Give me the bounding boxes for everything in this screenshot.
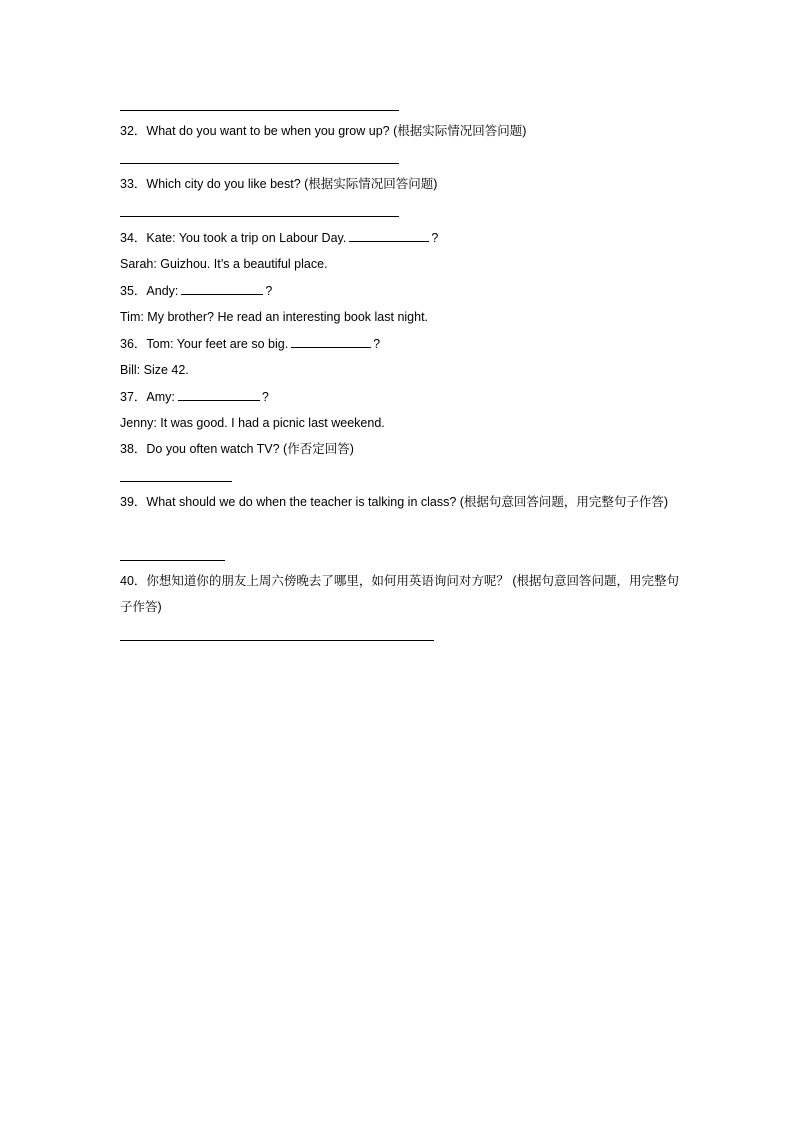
dialogue-prompt: Amy: [146,390,175,404]
fill-blank[interactable] [349,229,429,242]
question-mark: ? [261,390,269,404]
question-34 [120,229,438,246]
question-mark: ? [265,284,273,298]
question-number: 37． [120,390,147,404]
question-number: 40． [120,574,147,588]
question-text: What should we do when the teacher is talking in class? (根据句意回答问题，用完整句子作答) [146,495,669,509]
dialogue-reply: Bill: Size 42. [120,363,189,377]
dialogue-reply: Tim: My brother? He read an interesting book last night. [120,310,429,324]
question-40 [120,568,680,620]
question-mark: ? [431,231,439,245]
question-text: What do you want to be when you grow up? (根据实际情况回答问题) [146,124,527,138]
answer-line[interactable] [120,216,399,217]
question-number: 35． [120,284,147,298]
question-text: 你想知道你的朋友上周六傍晚去了哪里，如何用英语询问对方呢？ (根据句意回答问题，用完整句子作答) [120,574,680,614]
dialogue-prompt: Andy: [146,284,179,298]
dialogue-prompt: Kate: You took a trip on Labour Day. [146,231,347,245]
fill-blank[interactable] [178,388,260,401]
dialogue-prompt: Tom: Your feet are so big. [146,337,289,351]
question-37 [120,388,269,405]
answer-line[interactable] [120,560,225,561]
dialogue-reply: Jenny: It was good. I had a picnic last weekend. [120,416,385,430]
question-32 [120,123,526,139]
question-mark: ? [373,337,381,351]
question-number: 33． [120,177,147,191]
answer-line[interactable] [120,110,399,111]
answer-line[interactable] [120,481,232,482]
question-number: 39． [120,495,147,509]
question-35 [120,282,272,299]
question-number: 38． [120,442,147,456]
answer-line[interactable] [120,163,399,164]
question-text: Which city do you like best? (根据实际情况回答问题) [146,177,438,191]
question-number: 32． [120,124,147,138]
dialogue-reply: Sarah: Guizhou. It’s a beautiful place. [120,257,328,271]
fill-blank[interactable] [291,335,371,348]
fill-blank[interactable] [181,282,263,295]
question-38 [120,441,354,457]
question-36 [120,335,380,352]
answer-line[interactable] [120,640,434,641]
question-number: 34． [120,231,147,245]
question-33 [120,176,437,192]
question-39 [120,489,680,515]
question-text: Do you often watch TV? (作否定回答) [146,442,354,456]
question-number: 36． [120,337,147,351]
